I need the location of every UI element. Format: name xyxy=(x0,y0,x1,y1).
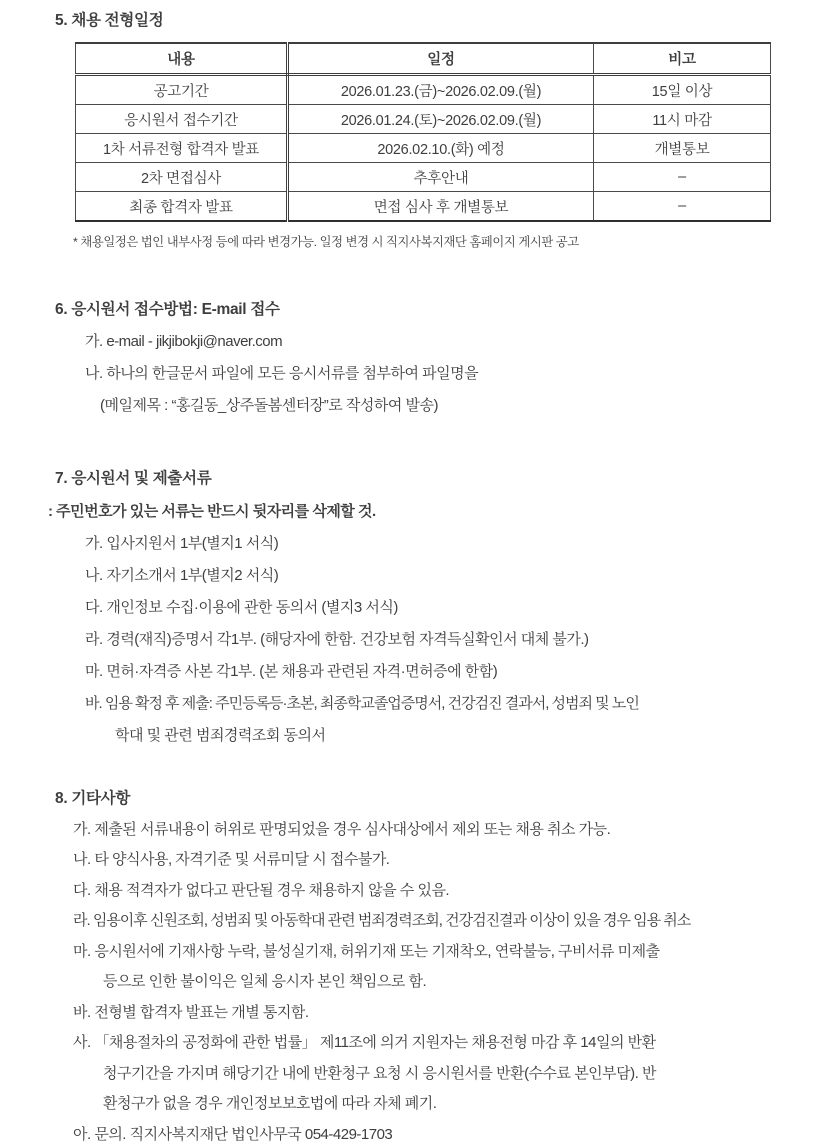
list-item: 라. 경력(재직)증명서 각1부. (해당자에 한함. 건강보험 자격득실확인서 대체 불가.) xyxy=(85,631,589,648)
section6-body xyxy=(55,330,797,415)
list-item: 마. 응시원서에 기재사항 누락, 불성실기재, 허위기재 또는 기재착오, 연락불능, 구비서류 미제출 xyxy=(73,942,660,960)
list-item-continuation: 청구기간을 가지며 해당기간 내에 반환청구 요청 시 응시원서를 반환(수수료 본인부담). 반 xyxy=(103,1064,656,1082)
table-cell: 2차 면접심사 xyxy=(76,163,288,192)
table-row xyxy=(76,163,771,192)
table-header-cell: 내용 xyxy=(76,43,288,75)
list-item: 가. 입사지원서 1부(별지1 서식) xyxy=(85,535,279,552)
section7-heading: 7. 응시원서 및 제출서류 xyxy=(55,470,212,487)
list-item: 바. 임용 확정 후 제출: 주민등록등·초본, 최종학교졸업증명서, 건강검진 결과서, 성범죄 및 노인 xyxy=(85,695,639,712)
table-row xyxy=(76,75,771,105)
table-cell: 11시 마감 xyxy=(594,105,771,134)
section7-notice: : 주민번호가 있는 서류는 반드시 뒷자리를 삭제할 것. xyxy=(48,503,376,520)
table-cell: 2026.01.23.(금)~2026.02.09.(월) xyxy=(288,75,594,105)
list-item: 아. 문의. 직지사복지재단 법인사무국 054-429-1703 xyxy=(73,1125,393,1143)
list-item-continuation: 등으로 인한 불이익은 일체 응시자 본인 책임으로 함. xyxy=(103,973,427,990)
list-item-continuation: 환청구가 없을 경우 개인정보보호법에 따라 자체 폐기. xyxy=(103,1095,437,1112)
table-cell: 공고기간 xyxy=(76,75,288,105)
list-item: 나. 자기소개서 1부(별지2 서식) xyxy=(85,567,279,584)
table-row xyxy=(76,134,771,163)
table-cell: 응시원서 접수기간 xyxy=(76,105,288,134)
list-item: 나. 타 양식사용, 자격기준 및 서류미달 시 접수불가. xyxy=(73,851,390,868)
table-cell: 최종 합격자 발표 xyxy=(76,192,288,222)
table-cell: 2026.01.24.(토)~2026.02.09.(월) xyxy=(288,105,594,134)
list-item: 사. 「채용절차의 공정화에 관한 법률」 제11조에 의거 지원자는 채용전형 마감 후 14일의 반환 xyxy=(73,1034,656,1051)
table-cell: 2026.02.10.(화) 예정 xyxy=(288,134,594,163)
list-item: 다. 채용 적격자가 없다고 판단될 경우 채용하지 않을 수 있음. xyxy=(73,881,450,899)
section8-heading: 8. 기타사항 xyxy=(55,790,131,807)
table-cell: 면접 심사 후 개별통보 xyxy=(288,192,594,222)
table-cell: 추후안내 xyxy=(288,163,594,192)
table-cell: 15일 이상 xyxy=(594,75,771,105)
section7-body xyxy=(48,500,797,745)
table-cell: 개별통보 xyxy=(594,134,771,163)
table-row xyxy=(76,192,771,222)
list-item: 가. e-mail - jikjibokji@naver.com xyxy=(85,333,283,350)
list-item: 가. 제출된 서류내용이 허위로 판명되었을 경우 심사대상에서 제외 또는 채용 취소 가능. xyxy=(73,820,611,838)
schedule-table xyxy=(75,42,771,222)
table-cell: – xyxy=(594,163,771,192)
list-item: 라. 임용이후 신원조회, 성범죄 및 아동학대 관련 범죄경력조회, 건강검진결과 이상이 있을 경우 임용 취소 xyxy=(73,912,691,929)
list-item: 바. 전형별 합격자 발표는 개별 통지함. xyxy=(73,1003,309,1021)
schedule-footnote: * 채용일정은 법인 내부사정 등에 따라 변경가능. 일정 변경 시 직지사복지재단 홈페이지 게시판 공고 xyxy=(73,235,579,249)
section5-heading: 5. 채용 전형일정 xyxy=(55,12,164,29)
list-item-continuation: (메일제목 : “홍길동_상주돌봄센터장”로 작성하여 발송) xyxy=(100,397,438,414)
list-item: 나. 하나의 한글문서 파일에 모든 응시서류를 첨부하여 파일명을 xyxy=(85,365,479,382)
table-header-cell: 일정 xyxy=(288,43,594,75)
table-cell: 1차 서류전형 합격자 발표 xyxy=(76,134,288,163)
table-row xyxy=(76,105,771,134)
list-item: 마. 면허·자격증 사본 각1부. (본 채용과 관련된 자격·면허증에 한함) xyxy=(85,663,498,680)
table-cell: – xyxy=(594,192,771,222)
list-item-continuation: 학대 및 관련 범죄경력조회 동의서 xyxy=(115,727,326,744)
list-item: 다. 개인정보 수집·이용에 관한 동의서 (별지3 서식) xyxy=(85,599,398,616)
table-header-row xyxy=(76,43,771,75)
section6-heading: 6. 응시원서 접수방법: E-mail 접수 xyxy=(55,301,280,318)
table-header-cell: 비고 xyxy=(594,43,771,75)
section8-body xyxy=(55,818,797,1144)
